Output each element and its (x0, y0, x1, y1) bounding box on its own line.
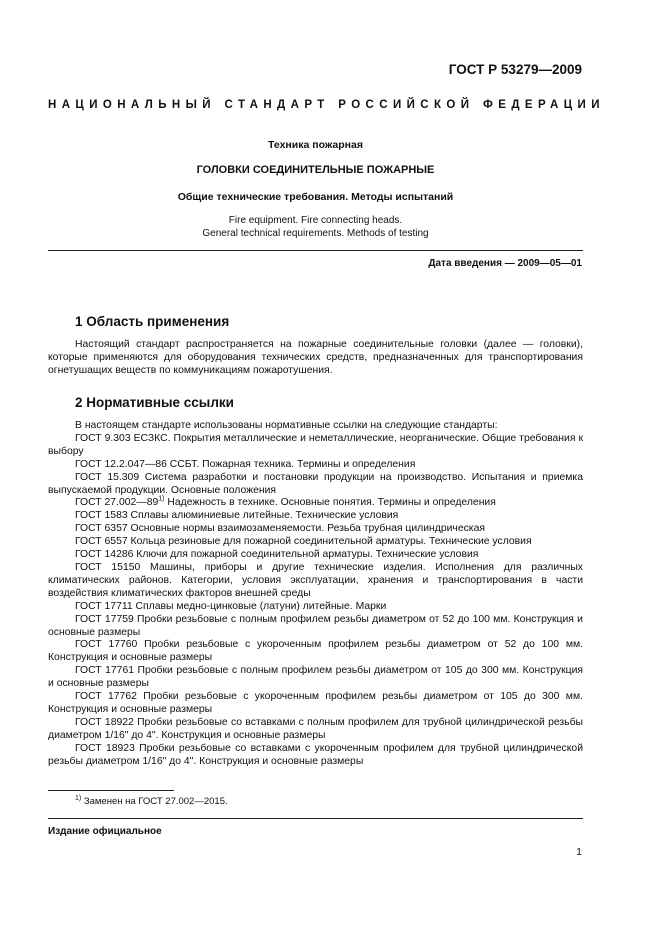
footnote-divider (48, 790, 174, 791)
reference-item: ГОСТ 9.303 ЕСЗКС. Покрытия металлические и неметаллические, неорганические. Общие требования к выбору (48, 432, 583, 457)
title-english-line-1: Fire equipment. Fire connecting heads. (228, 215, 403, 226)
reference-item: ГОСТ 12.2.047—86 ССБТ. Пожарная техника. Термины и определения (75, 458, 416, 470)
footnote-marker: 1) (158, 495, 165, 503)
reference-item: ГОСТ 14286 Ключи для пожарной соединительной арматуры. Технические условия (75, 549, 479, 561)
reference-item-gost-27002 (48, 497, 583, 510)
reference-item: ГОСТ 18923 Пробки резьбовые со вставками с укороченным профилем для трубной цилиндрической резьбы диаметром 1/16" до 4". Конструкция и основные размеры (48, 742, 583, 767)
page-number: 1 (576, 846, 582, 858)
title-english-line-2: General technical requirements. Methods of testing (202, 228, 429, 239)
national-standard-banner: НАЦИОНАЛЬНЫЙ СТАНДАРТ РОССИЙСКОЙ ФЕДЕРАЦИИ (48, 99, 605, 111)
reference-item: ГОСТ 15150 Машины, приборы и другие технические изделия. Исполнения для различных климатических районов. Категории, условия эксплуатации, хранения и транспортирования в части воздействия климатических факторов внешней среды (48, 561, 583, 599)
title-category: Техника пожарная (268, 139, 363, 151)
reference-item: ГОСТ 6557 Кольца резиновые для пожарной соединительной арматуры. Технические условия (75, 536, 532, 548)
section-2-heading: 2 Нормативные ссылки (75, 395, 234, 410)
reference-item: ГОСТ 15.309 Система разработки и постановки продукции на производство. Испытания и приемка выпускаемой продукции. Основные положения (48, 471, 583, 496)
section-1-paragraph: Настоящий стандарт распространяется на пожарные соединительные головки (далее — головки), которые применяются для оборудования технических средств, предназначенных для транспортирования огнетушащих веществ по коммуникациям пожаротушения. (48, 339, 583, 376)
section-2-body (48, 420, 583, 768)
introduction-date: Дата введения — 2009—05—01 (428, 258, 582, 269)
section-1-body (48, 339, 583, 378)
footnote (75, 796, 228, 807)
reference-item: ГОСТ 17759 Пробки резьбовые с полным профилем резьбы диаметром от 52 до 100 мм. Конструкция и основные размеры (48, 613, 583, 638)
section-1-heading: 1 Область применения (75, 314, 230, 329)
document-code: ГОСТ Р 53279—2009 (448, 62, 582, 77)
edition-divider (48, 818, 583, 819)
reference-item: ГОСТ 1583 Сплавы алюминиевые литейные. Технические условия (75, 510, 399, 522)
title-main: ГОЛОВКИ СОЕДИНИТЕЛЬНЫЕ ПОЖАРНЫЕ (196, 164, 435, 176)
title-subtitle: Общие технические требования. Методы испытаний (177, 191, 454, 203)
reference-title: Надежность в технике. Основные понятия. Термины и определения (164, 497, 496, 509)
reference-item: ГОСТ 17761 Пробки резьбовые с полным профилем резьбы диаметром от 105 до 300 мм. Конструкция и основные размеры (48, 665, 583, 690)
footnote-text: Заменен на ГОСТ 27.002—2015. (81, 796, 228, 807)
reference-item: ГОСТ 18922 Пробки резьбовые со вставками с полным профилем для трубной цилиндрической резьбы диаметром 1/16" до 4". Конструкция и основные размеры (48, 716, 583, 741)
title-divider (48, 250, 583, 251)
footnote-marker: 1) (75, 794, 82, 802)
reference-item: ГОСТ 17711 Сплавы медно-цинковые (латуни) литейные. Марки (75, 600, 387, 612)
edition-label: Издание официальное (48, 826, 162, 837)
reference-item: ГОСТ 6357 Основные нормы взаимозаменяемости. Резьба трубная цилиндрическая (75, 523, 485, 535)
reference-item: ГОСТ 17762 Пробки резьбовые с укороченным профилем резьбы диаметром от 105 до 300 мм. Конструкция и основные размеры (48, 691, 583, 715)
reference-code: ГОСТ 27.002—89 (75, 497, 159, 509)
section-2-intro: В настоящем стандарте использованы нормативные ссылки на следующие стандарты: (75, 420, 498, 431)
reference-item: ГОСТ 17760 Пробки резьбовые с укороченным профилем резьбы диаметром от 52 до 100 мм. Конструкция и основные размеры (48, 639, 583, 664)
